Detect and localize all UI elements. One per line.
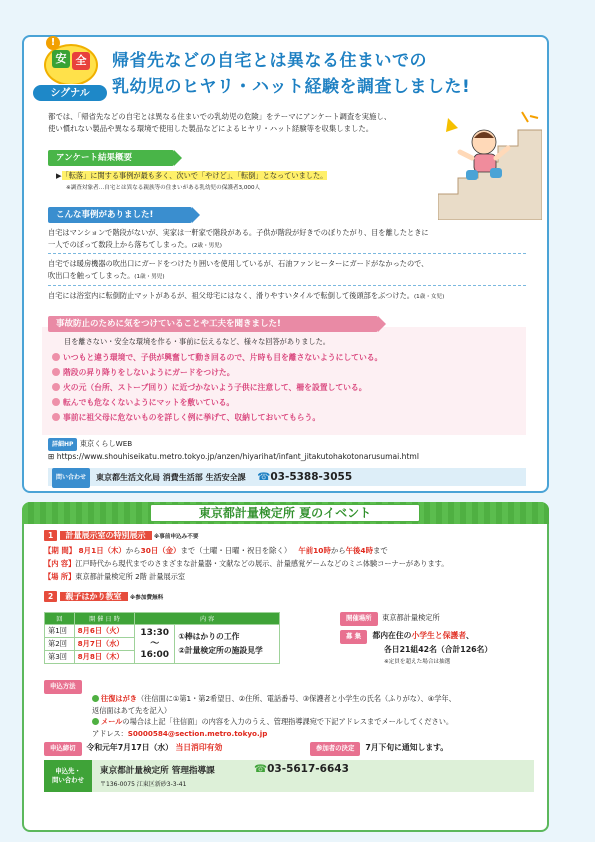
event-contact-bar: 申込先・ 問い合わせ 東京都計量検定所 管理指導課 ☎03-5617-6643 〒136-0075 江東区新砂3-3-41 xyxy=(44,760,534,792)
case-item: 自宅はマンションで階段がないが、実家は一軒家で階段がある。子供が階段が好きでのぼりたがり、目を離したときに 一人でのぼって数段上から落ちてしまった。(2歳・男児) xyxy=(48,228,429,249)
cases-heading: こんな事例がありました! xyxy=(48,207,192,223)
apply-postcard: 往復はがき（往信面に①第1・第2希望日、②住所、電話番号、③保護者と小学生の氏名（ふりがな）、④学年、 返信面はあて先を記入） xyxy=(92,694,456,715)
survey-note: ※調査対象者…自宅とは異なる親族等の住まいがある乳幼児の保護者3,000人 xyxy=(66,185,261,191)
tip-item: 転んでも危なくないようにマットを敷いている。 xyxy=(52,395,234,410)
child-stairs-illustration xyxy=(438,98,542,220)
detail-hp: 詳細HP 東京くらしWEB xyxy=(48,438,132,451)
exhibit-content: 【内 容】江戸時代から現代までのさまざまな計量器・文献などの展示、計量感覚ゲームなどのミニ体験コーナーがあります。 xyxy=(44,559,449,568)
apply-email: メールの場合は上記「往信面」の内容を入力のうえ、管理指導課宛で下記アドレスまでメールしてください。 アドレス：S0000584@section.metro.tokyo.jp xyxy=(92,717,454,738)
safety-signal-badge: ! 安 全 シグナル xyxy=(26,44,110,106)
detail-url-link[interactable]: ⊞ https://www.shouhiseikatu.metro.tokyo.jp/anzen/hiyarihat/infant_jitakutohakotonarusumai.html xyxy=(48,452,419,461)
class-heading: 2 親子はかり教室 ※参加費無料 xyxy=(44,591,163,605)
globe-icon: ⊞ xyxy=(48,452,57,461)
recruit: 募 集 都内在住の小学生と保護者、 各日21組42名（合計126名） ※定員を超えた場合は抽選 xyxy=(340,630,492,669)
email-address-link[interactable]: S0000584@section.metro.tokyo.jp xyxy=(127,728,268,738)
deadline: 申込締切 令和元年7月17日（水） 当日消印有効 xyxy=(44,742,222,756)
tip-item: いつもと違う環境で、子供が興奮して動き回るので、片時も目を離さないようにしている。 xyxy=(52,350,382,365)
exhibit-heading: 1 計量展示室の特別展示 ※事前申込み不要 xyxy=(44,530,198,544)
exhibit-period: 【期 間】 8月1日（木）から30日（金）まで（土曜・日曜・祝日を除く） 午前10時から午後4時まで xyxy=(44,546,388,555)
venue: 開催場所 東京都計量検定所 xyxy=(340,612,440,626)
tips-intro: 目を離さない・安全な環境を作る・事前に伝えるなど、様々な回答がありました。 xyxy=(64,337,330,346)
participant-decision: 参加者の決定 7月下旬に通知します。 xyxy=(310,742,448,756)
contact-bar: 問い合わせ 東京都生活文化局 消費生活部 生活安全課 ☎03-5388-3055 xyxy=(48,468,526,486)
case-item: 自宅には浴室内に転倒防止マットがあるが、祖父母宅にはなく、滑りやすいタイルで転倒して後頭部をぶつけた。(1歳・女児) xyxy=(48,291,445,300)
tips-heading: 事故防止のために気をつけていることや工夫を聞きました! xyxy=(48,316,378,332)
tip-item: 階段の昇り降りをしないようにガードをつけた。 xyxy=(52,365,235,380)
tip-item: 事前に祖父母に危ないものを詳しく例に挙げて、収納しておいてもらう。 xyxy=(52,410,320,425)
exhibit-place: 【場 所】東京都計量検定所 2階 計量展示室 xyxy=(44,572,186,581)
case-item: 自宅では暖房機器の吹出口にガードをつけたり囲いを使用しているが、石油ファンヒーターにガードがなかったので、 吹出口を触ってしまった。(1歳・男児) xyxy=(48,259,429,280)
tip-item: 火の元（台所、ストーブ回り）に近づかないよう子供に注意して、柵を設置している。 xyxy=(52,380,367,395)
article-title: 帰省先などの自宅とは異なる住まいでの 乳幼児のヒヤリ・ハット経験を調査しました! xyxy=(112,51,471,97)
phone-icon: ☎ xyxy=(257,471,271,483)
apply-method: 申込方法 xyxy=(44,680,82,694)
phone-icon: ☎ xyxy=(254,763,268,775)
exclamation-icon: ! xyxy=(46,36,60,50)
survey-heading: アンケート結果概要 xyxy=(48,150,174,166)
event-title: 東京都計量検定所 夏のイベント xyxy=(150,504,420,522)
intro-text: 都では、「帰省先などの自宅とは異なる住まいでの乳幼児の危険」をテーマにアンケート調査を実施し、 使い慣れない製品や異なる環境で使用した製品などによるヒヤリ・ハット経験等を収集しました。 xyxy=(48,112,392,133)
survey-result: ▶「転落」に関する事例が最も多く、次いで「やけど」、「転倒」となっていました。 xyxy=(56,171,328,180)
class-schedule-table: 回 開 催 日 時 内 容 第1回 8月6日（火） 13:30 〜 16:00 ①棒はかりの工作 ②計量検定所の施設見学 第2回 8月7日（水） 第3回 8月8日（木） xyxy=(44,612,280,664)
